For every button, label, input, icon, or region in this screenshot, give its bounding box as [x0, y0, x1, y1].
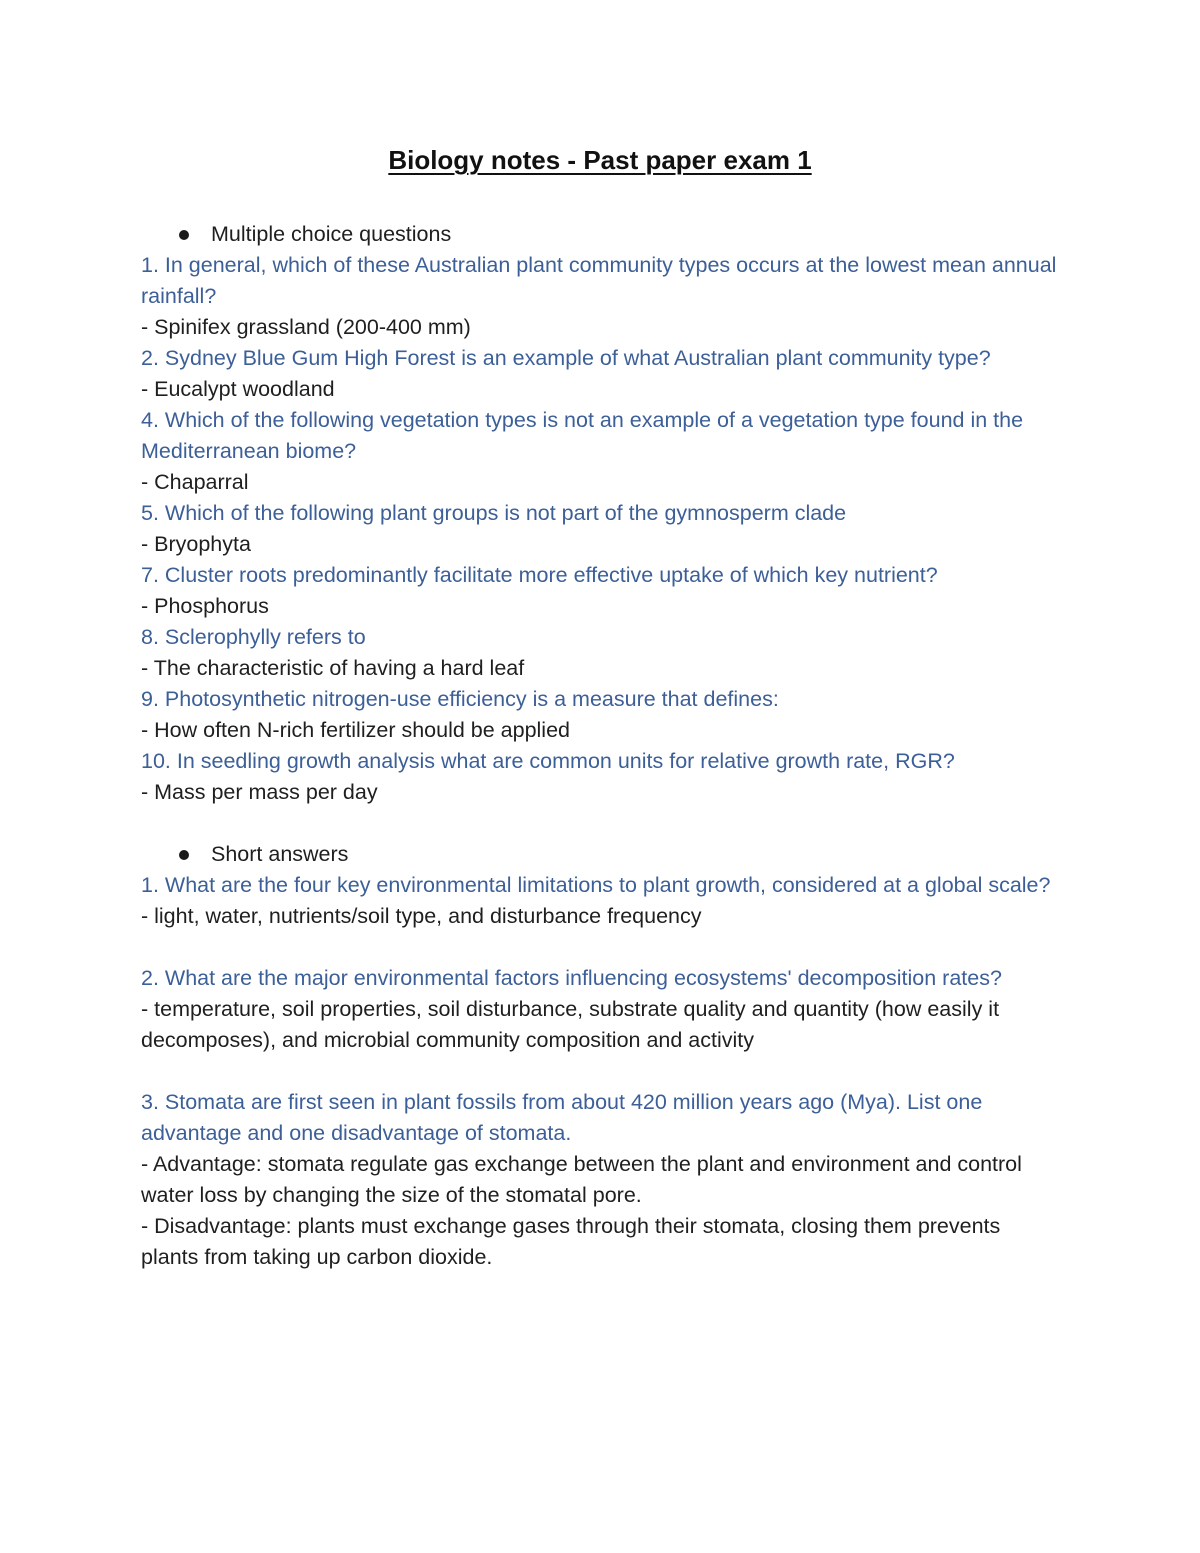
bullet-dot-icon: [179, 850, 189, 860]
section-heading-mcq: Multiple choice questions: [211, 222, 452, 246]
mcq-answer-2: - Eucalypt woodland: [141, 377, 335, 401]
short-question-3: 3. Stomata are first seen in plant fossils from about 420 million years ago (Mya). List one advantage and one disadvantage of stomata.: [141, 1090, 983, 1145]
mcq-question-9: 9. Photosynthetic nitrogen-use efficiency is a measure that defines:: [141, 687, 779, 711]
mcq-question-1: 1. In general, which of these Australian plant community types occurs at the lowest mean annual rainfall?: [141, 253, 1057, 308]
mcq-answer-1: - Spinifex grassland (200-400 mm): [141, 315, 471, 339]
bullet-multiple-choice: [141, 219, 1061, 250]
short-answer-1: - light, water, nutrients/soil type, and disturbance frequency: [141, 904, 702, 928]
mcq-answer-7: - Phosphorus: [141, 594, 269, 618]
mcq-answer-4: - Chaparral: [141, 470, 249, 494]
short-answer-3-disadvantage: - Disadvantage: plants must exchange gases through their stomata, closing them prevents plants from taking up carbon dioxide.: [141, 1214, 1001, 1269]
mcq-answer-10: - Mass per mass per day: [141, 780, 378, 804]
short-question-1: 1. What are the four key environmental limitations to plant growth, considered at a global scale?: [141, 873, 1051, 897]
mcq-question-2: 2. Sydney Blue Gum High Forest is an example of what Australian plant community type?: [141, 346, 991, 370]
bullet-dot-icon: [179, 230, 189, 240]
mcq-question-4: 4. Which of the following vegetation types is not an example of a vegetation type found in the Mediterranean biome?: [141, 408, 1024, 463]
mcq-answer-8: - The characteristic of having a hard leaf: [141, 656, 525, 680]
mcq-question-5: 5. Which of the following plant groups is not part of the gymnosperm clade: [141, 501, 847, 525]
mcq-answer-5: - Bryophyta: [141, 532, 251, 556]
short-question-2: 2. What are the major environmental factors influencing ecosystems' decomposition rates?: [141, 966, 1002, 990]
mcq-answer-9: - How often N-rich fertilizer should be applied: [141, 718, 571, 742]
short-answer-2: - temperature, soil properties, soil disturbance, substrate quality and quantity (how easily it decomposes), and microbial community composition and activity: [141, 997, 1000, 1052]
spacer: [141, 932, 1061, 963]
bullet-short-answers: [141, 839, 1061, 870]
short-answer-3-advantage: - Advantage: stomata regulate gas exchange between the plant and environment and control water loss by changing the size of the stomatal pore.: [141, 1152, 1022, 1207]
mcq-question-8: 8. Sclerophylly refers to: [141, 625, 366, 649]
section-heading-short: Short answers: [211, 842, 349, 866]
mcq-question-7: 7. Cluster roots predominantly facilitate more effective uptake of which key nutrient?: [141, 563, 938, 587]
mcq-question-10: 10. In seedling growth analysis what are common units for relative growth rate, RGR?: [141, 749, 955, 773]
spacer: [141, 1056, 1061, 1087]
spacer: [141, 808, 1061, 839]
document-content: [141, 219, 1061, 1273]
document-title: Biology notes - Past paper exam 1: [388, 145, 812, 175]
